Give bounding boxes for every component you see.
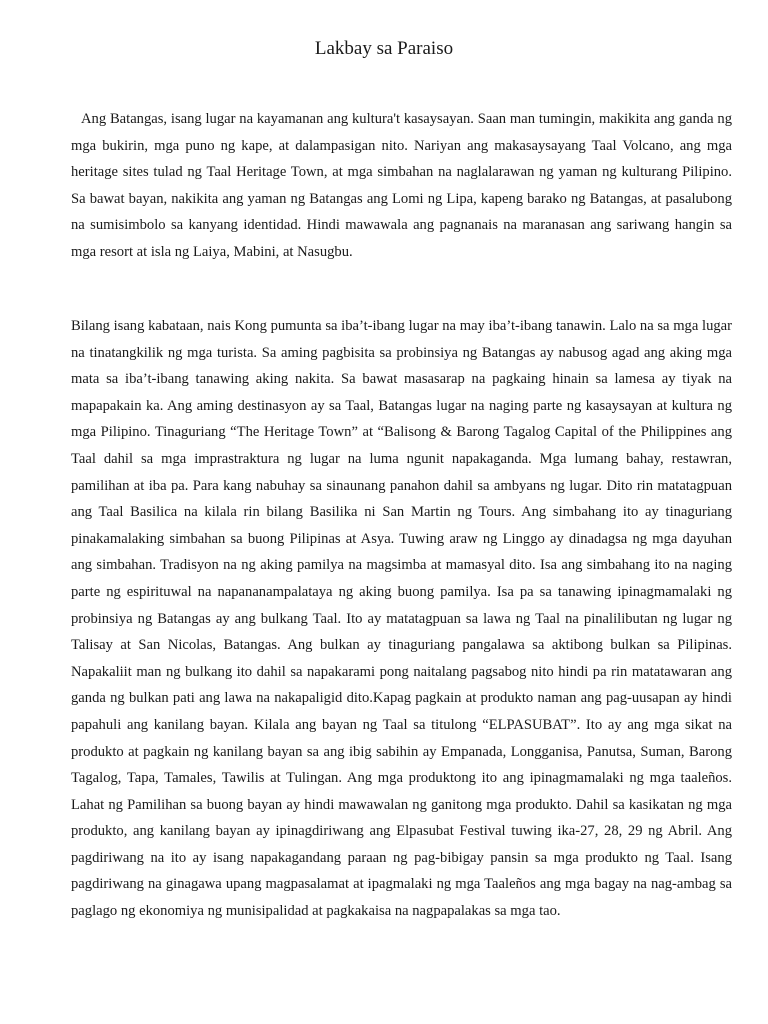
document-title: Lakbay sa Paraiso (314, 38, 454, 59)
paragraph-intro: Ang Batangas, isang lugar na kayamanan ang kultura't kasaysayan. Saan man tumingin, makikita ang ganda ng mga bukirin, mga puno ng kape, at dalampasigan nito. Nariyan ang makasaysayang Taal Volcano, ang mga heritage sites tulad ng Taal Heritage Town, at mga simbahan na naglalarawan ng yaman ng kulturang Pilipino. Sa bawat bayan, nakikita ang yaman ng Batangas ang Lomi ng Lipa, kapeng barako ng Batangas, at pasalubong na sumisimbolo sa kanyang identidad. Hindi mawawala ang pagnanais na maranasan ang sariwang hangin sa mga resort at isla ng Laiya, Mabini, at Nasugbu. (71, 111, 732, 260)
paragraph-body: Bilang isang kabataan, nais Kong pumunta sa iba’t-ibang lugar na may iba’t-ibang tanawin. Lalo na sa mga lugar na tinatangkilik ng mga turista. Sa aming pagbisita sa probinsiya ng Batangas ay nabusog agad ang aking mga mata sa iba’t-ibang tanawing aking nakita. Sa bawat masasarap na pagkaing hinain sa lamesa ay tiyak na mapapakain ka. Ang aming destinasyon ay sa Taal, Batangas lugar na naging parte ng kasaysayan at kultura ng mga Pilipino. Tinaguriang “The Heritage Town” at “Balisong & Barong Tagalog Capital of the Philippines ang Taal dahil sa mga imprastraktura ng lugar na luma ngunit napakaganda. Mga lumang bahay, restawran, pamilihan at iba pa. Para kang nabuhay sa sinaunang panahon dahil sa ambyans ng lugar. Dito rin matatagpuan ang Taal Basilica na kilala rin bilang Basilika ni San Martin ng Tours. Ang simbahang ito ay tinaguriang pinakamalaking simbahan sa buong Pilipinas at Asya. Tuwing araw ng Linggo ay dinadagsa ng mga dayuhan ang simbahan. Tradisyon na ng aking pamilya na magsimba at mamasyal dito. Isa ang simbahang ito na naging parte ng espirituwal na napananampalataya ng aking buong pamilya. Isa pa sa tanawing ipinagmamalaki ng probinsiya ng Batangas ay ang bulkang Taal. Ito ay matatagpuan sa lawa ng Taal na pinalilibutan ng lugar ng Talisay at San Nicolas, Batangas. Ang bulkan ay tinaguriang pangalawa sa aktibong bulkan sa Pilipinas. Napakaliit man ng bulkang ito dahil sa napakarami pong naitalang pagsabog nito hindi pa rin matatawaran ang ganda ng bulkan pati ang lawa na nakapaligid dito.Kapag pagkain at produkto naman ang pag-uusapan ay hindi papahuli ang kanilang bayan. Kilala ang bayan ng Taal sa titulong “ELPASUBAT”. Ito ay ang mga sikat na produkto at pagkain ng kanilang bayan sa ang ibig sabihin ay Empanada, Longganisa, Panutsa, Suman, Barong Tagalog, Tapa, Tamales, Tawilis at Tulingan. Ang mga produktong ito ang ipinagmamalaki ng mga taaleños. Lahat ng Pamilihan sa buong bayan ay hindi mawawalan ng ganitong mga produkto. Dahil sa kasikatan ng mga produkto, ang kanilang bayan ay ipinagdiriwang ang Elpasubat Festival tuwing ika-27, 28, 29 ng Abril. Ang pagdiriwang na ito ay isang napakagandang paraan ng pag-bibigay pansin sa mga produkto ng Taal. Isang pagdiriwang na ginagawa upang magpasalamat at ipagmalaki ng mga Taaleños ang mga bagay na nag-ambag sa paglago ng ekonomiya ng munisipalidad at pagkakaisa na nagpapalakas sa mga tao. (71, 318, 732, 920)
